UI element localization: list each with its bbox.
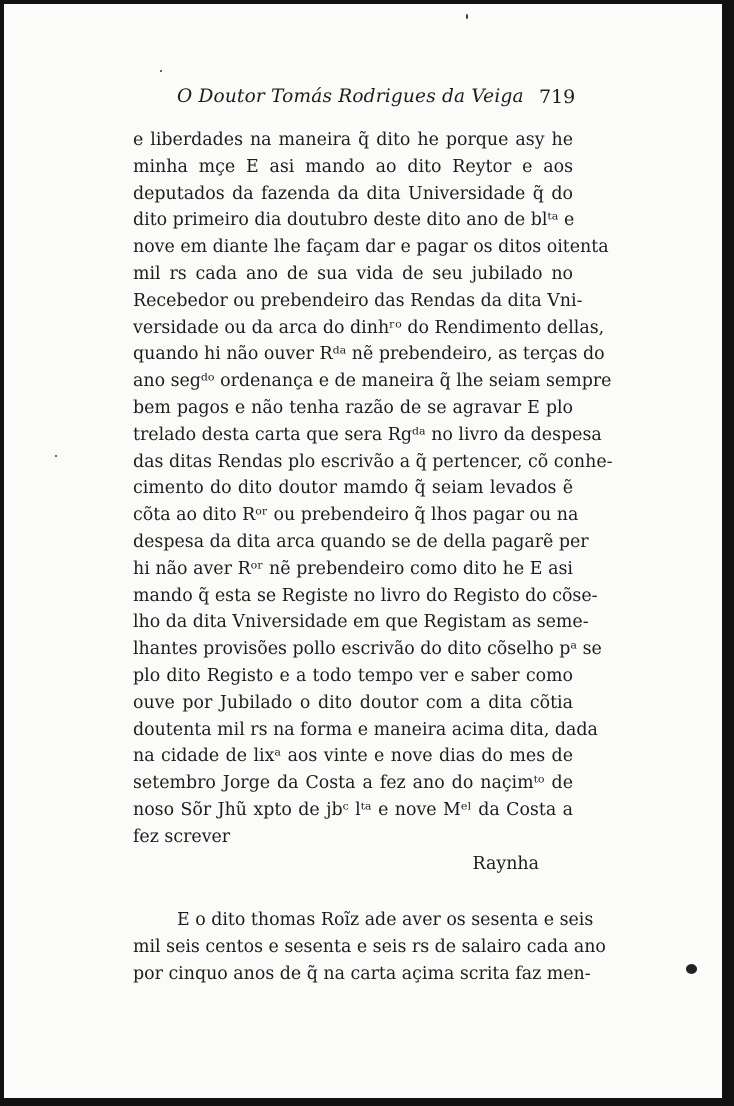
text-line: setembro Jorge da Costa a fez ano do naçimᵗᵒ de bbox=[133, 773, 573, 794]
text-line: cimento do dito doutor mamdo q̃ seiam levados ẽ bbox=[133, 478, 573, 499]
text-line: fez screver bbox=[133, 826, 231, 847]
text-line: mando q̃ esta se Registe no livro do Registo do cõse- bbox=[133, 585, 598, 606]
signature-raynha: Raynha bbox=[472, 853, 539, 874]
text-line: versidade ou da arca do dinhʳᵒ do Rendimento dellas, bbox=[133, 317, 605, 338]
text-line: plo dito Registo e a todo tempo ver e saber como bbox=[133, 665, 573, 686]
text-line: lhantes provisões pollo escrivão do dito cõselho pᵃ se bbox=[133, 639, 602, 660]
body-text bbox=[133, 127, 613, 988]
text-line: na cidade de lixᵃ aos vinte e nove dias do mes de bbox=[133, 746, 573, 767]
text-line: E o dito thomas Roĩz ade aver os sesenta e seis bbox=[177, 910, 594, 931]
paragraph-gap bbox=[133, 877, 573, 907]
text-line: ano segᵈᵒ ordenança e de maneira q̃ lhe seiam sempre bbox=[133, 371, 612, 392]
page-speck bbox=[55, 455, 57, 457]
text-line: bem pagos e não tenha razão de se agravar E plo bbox=[133, 397, 573, 418]
text-line: dito primeiro dia doutubro deste dito ano de blᵗᵃ e bbox=[133, 210, 575, 231]
page-speck bbox=[466, 14, 468, 19]
page-number: 719 bbox=[539, 86, 576, 108]
running-title: O Doutor Tomás Rodrigues da Veiga bbox=[177, 86, 524, 107]
paragraph-2 bbox=[133, 907, 606, 987]
running-head bbox=[177, 86, 577, 114]
text-line: mil rs cada ano de sua vida de seu jubilado no bbox=[133, 263, 573, 284]
text-line: noso Sõr Jhũ xpto de jbᶜ lᵗᵃ e nove Mᵉˡ da Costa a bbox=[133, 799, 573, 820]
text-line: por cinquo anos de q̃ na carta açima scrita faz men- bbox=[133, 963, 591, 984]
page-speck bbox=[160, 70, 162, 72]
text-line: ouve por Jubilado o dito doutor com a dita cõtia bbox=[133, 692, 573, 713]
text-line: mil seis centos e sesenta e seis rs de salairo cada ano bbox=[133, 937, 606, 958]
ink-blot bbox=[686, 964, 697, 974]
text-line: trelado desta carta que sera Rgᵈᵃ no livro da despesa bbox=[133, 424, 602, 445]
text-line: deputados da fazenda da dita Universidade q̃ do bbox=[133, 183, 573, 204]
text-line: cõta ao dito Rᵒʳ ou prebendeiro q̃ lhos pagar ou na bbox=[133, 505, 579, 526]
text-line: minha mçe E asi mando ao dito Reytor e aos bbox=[133, 156, 573, 177]
text-line: nove em diante lhe façam dar e pagar os ditos oitenta bbox=[133, 237, 609, 258]
text-line: lho da dita Vniversidade em que Registam as seme- bbox=[133, 612, 589, 633]
text-line: despesa da dita arca quando se de della pagarẽ per bbox=[133, 531, 589, 552]
text-line: das ditas Rendas plo escrivão a q̃ pertencer, cõ conhe- bbox=[133, 451, 613, 472]
text-line: Recebedor ou prebendeiro das Rendas da dita Vni- bbox=[133, 290, 583, 311]
text-line: doutenta mil rs na forma e maneira acima dita, dada bbox=[133, 719, 598, 740]
paragraph-1 bbox=[133, 127, 613, 851]
text-line: e liberdades na maneira q̃ dito he porque asy he bbox=[133, 130, 573, 150]
text-line: hi não aver Rᵒʳ nẽ prebendeiro como dito he E asi bbox=[133, 558, 573, 579]
text-line: quando hi não ouver Rᵈᵃ nẽ prebendeiro, as terças do bbox=[133, 344, 605, 365]
